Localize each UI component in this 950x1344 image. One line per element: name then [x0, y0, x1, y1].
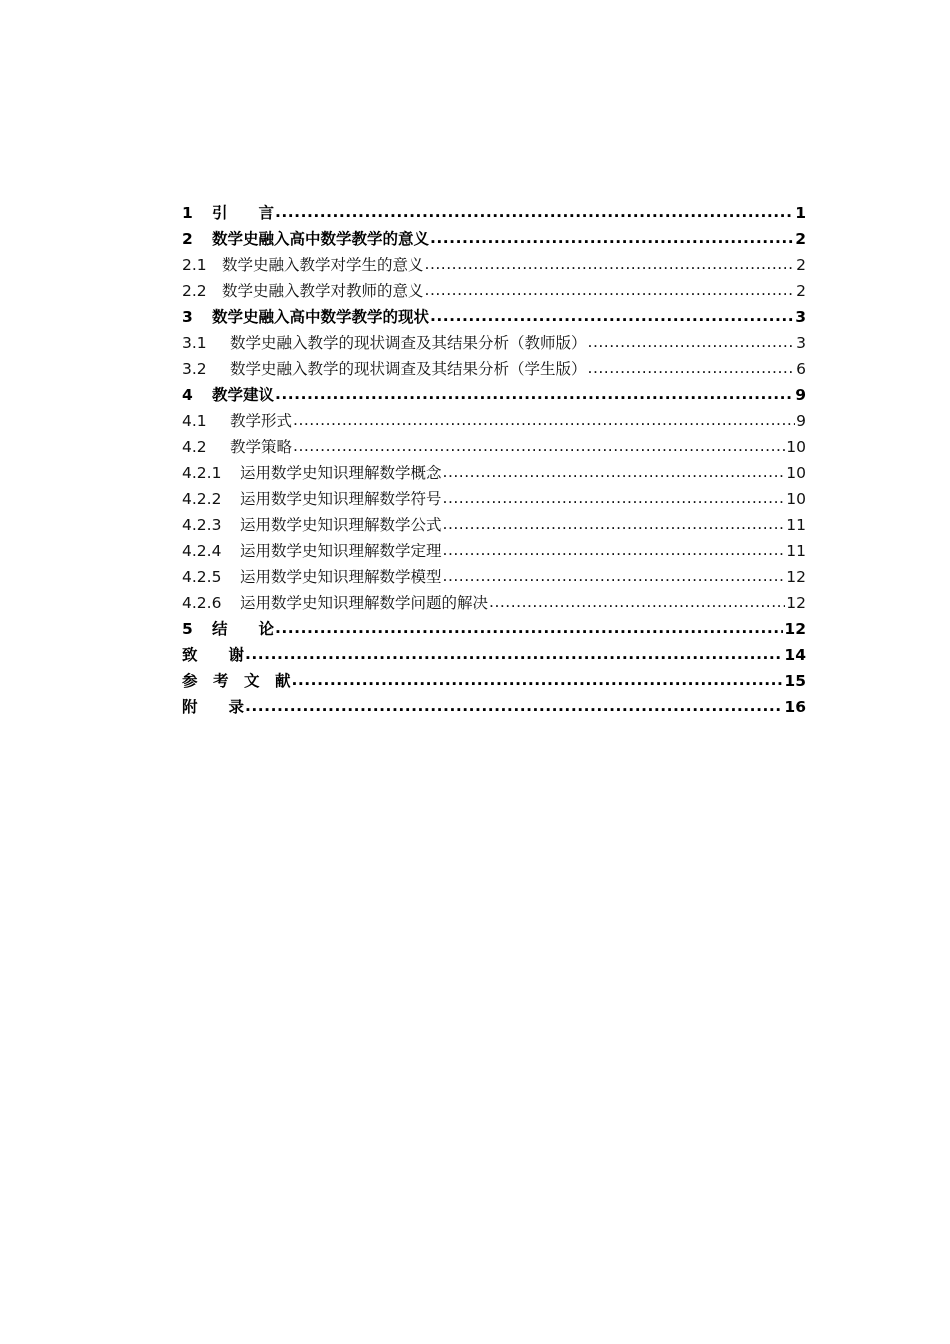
toc-entry-page: 2 [796, 282, 806, 300]
toc-entry-number: 4.2.2 [182, 490, 222, 508]
dot-leader [588, 355, 796, 381]
dot-leader [430, 303, 794, 329]
dot-leader [245, 641, 783, 667]
dot-leader [245, 693, 783, 719]
toc-entry-number: 4.2.3 [182, 516, 222, 534]
dot-leader [489, 589, 785, 615]
toc-entry[interactable] [182, 252, 806, 278]
toc-entry-title: 引 言 [212, 204, 275, 222]
toc-entry-page: 6 [796, 360, 806, 378]
toc-entry-page: 3 [796, 334, 806, 352]
toc-entry-page: 15 [784, 672, 806, 690]
toc-entry-title: 结 论 [212, 620, 275, 638]
toc-entry-title: 运用数学史知识理解数学概念 [240, 464, 442, 482]
toc-entry-number: 4.2.5 [182, 568, 222, 586]
dot-leader [425, 277, 796, 303]
toc-entry-title: 数学史融入教学对教师的意义 [222, 282, 424, 300]
toc-entry-page: 16 [784, 698, 806, 716]
toc-entry-title: 教学建议 [212, 386, 275, 404]
toc-entry-page: 10 [786, 438, 806, 456]
dot-leader [443, 537, 786, 563]
toc-entry-page: 2 [795, 230, 806, 248]
toc-entry-number: 2.1 [182, 256, 207, 274]
toc-entry-page: 14 [784, 646, 806, 664]
toc-entry[interactable] [182, 486, 806, 512]
toc-entry-page: 12 [784, 620, 806, 638]
dot-leader [275, 615, 783, 641]
toc-entry-number: 4.2 [182, 438, 207, 456]
toc-entry-title: 参 考 文 献 [182, 672, 291, 690]
toc-entry[interactable] [182, 226, 806, 252]
toc-entry-title: 教学策略 [230, 438, 293, 456]
toc-entry[interactable] [182, 460, 806, 486]
toc-entry-number: 5 [182, 620, 193, 638]
toc-entry-title: 运用数学史知识理解数学模型 [240, 568, 442, 586]
toc-entry-page: 2 [796, 256, 806, 274]
toc-entry-number: 3 [182, 308, 193, 326]
toc-entry-page: 12 [786, 568, 806, 586]
toc-entry[interactable] [182, 408, 806, 434]
table-of-contents [182, 200, 806, 720]
toc-entry-title: 致 谢 [182, 646, 245, 664]
toc-entry-number: 3.1 [182, 334, 207, 352]
toc-entry[interactable] [182, 538, 806, 564]
dot-leader [430, 225, 794, 251]
dot-leader [293, 407, 795, 433]
toc-entry-title: 附 录 [182, 698, 245, 716]
toc-entry-title: 教学形式 [230, 412, 293, 430]
dot-leader [292, 667, 784, 693]
toc-entry[interactable] [182, 200, 806, 226]
toc-entry-number: 4.2.6 [182, 594, 222, 612]
toc-entry-page: 9 [795, 386, 806, 404]
toc-entry-title: 数学史融入高中数学教学的意义 [212, 230, 430, 248]
toc-entry[interactable] [182, 278, 806, 304]
dot-leader [425, 251, 796, 277]
toc-entry-title: 数学史融入教学对学生的意义 [222, 256, 424, 274]
toc-entry[interactable] [182, 512, 806, 538]
toc-entry-number: 4 [182, 386, 193, 404]
toc-entry-title: 数学史融入教学的现状调查及其结果分析（学生版） [230, 360, 587, 378]
toc-entry-page: 11 [786, 542, 806, 560]
dot-leader [443, 459, 786, 485]
toc-entry-number: 3.2 [182, 360, 207, 378]
dot-leader [275, 381, 794, 407]
toc-entry-page: 1 [795, 204, 806, 222]
toc-entry-title: 数学史融入高中数学教学的现状 [212, 308, 430, 326]
toc-entry-title: 运用数学史知识理解数学定理 [240, 542, 442, 560]
toc-entry-page: 10 [786, 464, 806, 482]
toc-entry-number: 4.1 [182, 412, 207, 430]
toc-entry[interactable] [182, 616, 806, 642]
toc-entry-number: 4.2.4 [182, 542, 222, 560]
toc-entry[interactable] [182, 564, 806, 590]
toc-entry[interactable] [182, 590, 806, 616]
toc-entry[interactable] [182, 694, 806, 720]
toc-entry-page: 12 [786, 594, 806, 612]
toc-entry[interactable] [182, 304, 806, 330]
toc-entry-title: 运用数学史知识理解数学问题的解决 [240, 594, 489, 612]
dot-leader [275, 199, 794, 225]
dot-leader [293, 433, 785, 459]
toc-entry-title: 数学史融入教学的现状调查及其结果分析（教师版） [230, 334, 587, 352]
dot-leader [443, 563, 786, 589]
toc-entry[interactable] [182, 382, 806, 408]
toc-entry-page: 10 [786, 490, 806, 508]
toc-entry-title: 运用数学史知识理解数学公式 [240, 516, 442, 534]
toc-entry-number: 1 [182, 204, 193, 222]
toc-entry-number: 2.2 [182, 282, 207, 300]
dot-leader [443, 511, 786, 537]
toc-entry[interactable] [182, 356, 806, 382]
toc-entry-number: 4.2.1 [182, 464, 222, 482]
toc-entry-page: 3 [795, 308, 806, 326]
dot-leader [443, 485, 786, 511]
toc-entry-page: 11 [786, 516, 806, 534]
toc-entry-title: 运用数学史知识理解数学符号 [240, 490, 442, 508]
toc-entry[interactable] [182, 642, 806, 668]
toc-entry[interactable] [182, 330, 806, 356]
toc-entry-number: 2 [182, 230, 193, 248]
toc-entry[interactable] [182, 668, 806, 694]
toc-entry-page: 9 [796, 412, 806, 430]
toc-entry[interactable] [182, 434, 806, 460]
dot-leader [588, 329, 796, 355]
